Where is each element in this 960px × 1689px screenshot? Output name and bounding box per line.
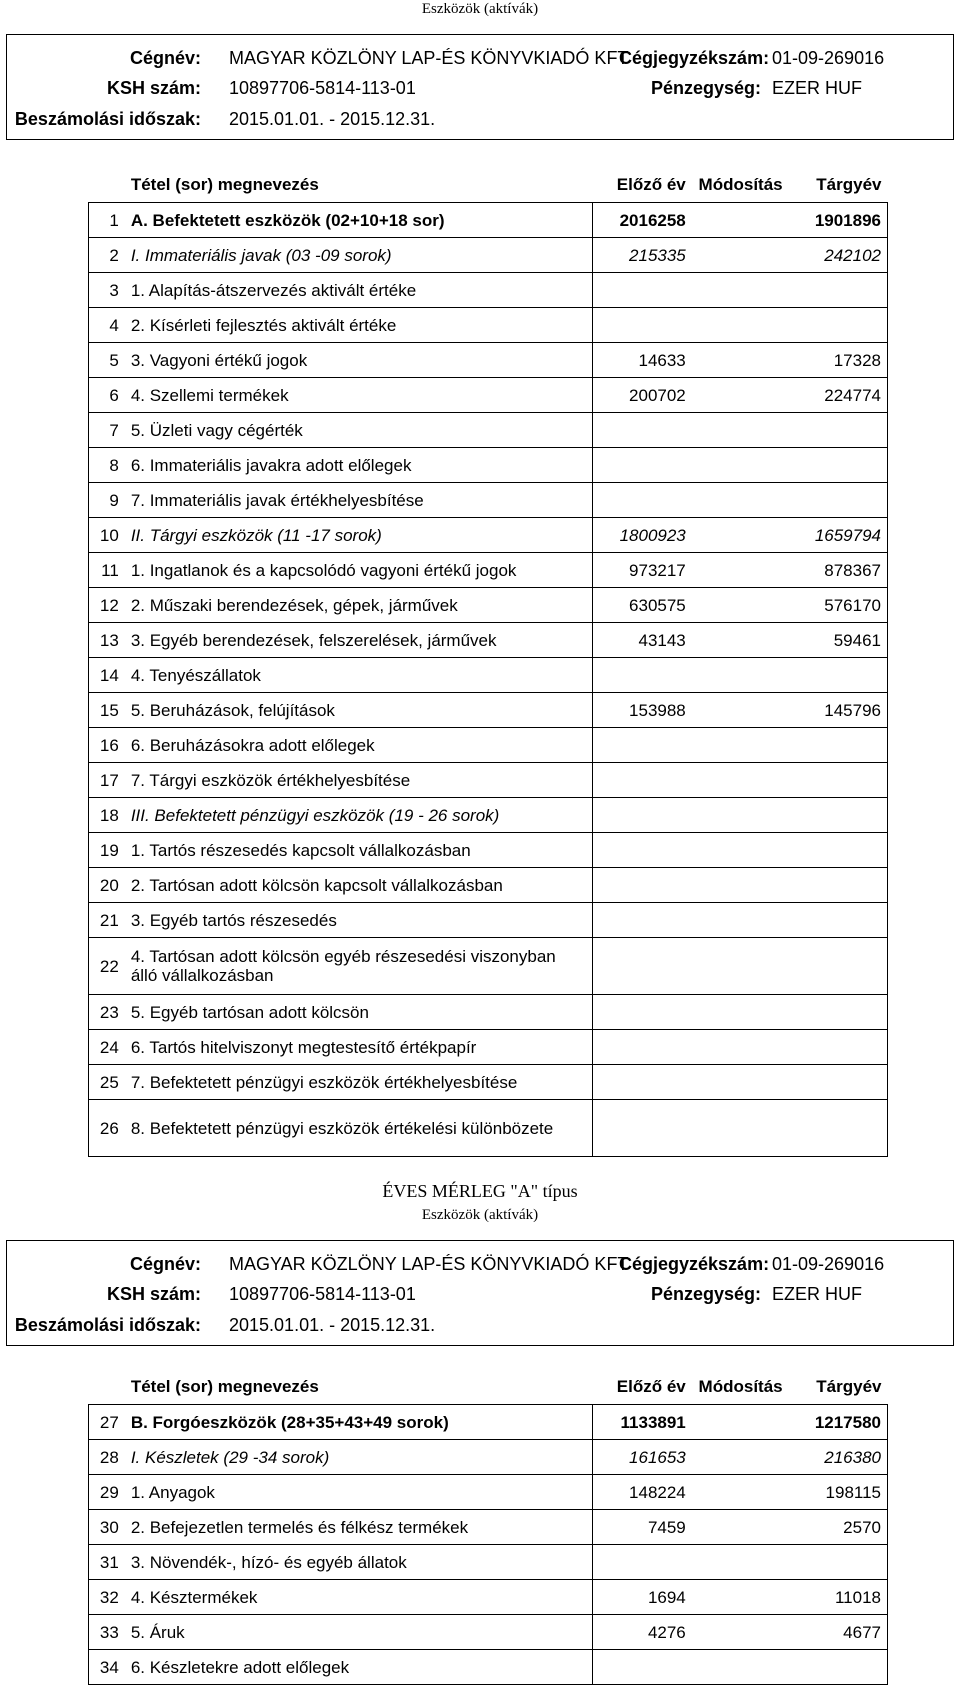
table-row (89, 1650, 888, 1685)
row-prev-year (593, 728, 692, 763)
table-row (89, 553, 888, 588)
table-row (89, 1510, 888, 1545)
row-name: 2. Tartósan adott kölcsön kapcsolt vállalkozásban (125, 868, 593, 903)
row-current-year: 2570 (789, 1510, 888, 1545)
row-name: 4. Késztermékek (125, 1580, 593, 1615)
row-current-year: 1217580 (789, 1405, 888, 1440)
table-row (89, 273, 888, 308)
row-current-year (789, 995, 888, 1030)
row-name: 8. Befektetett pénzügyi eszközök értékelési különbözete (125, 1100, 593, 1157)
currency-value: EZER HUF (772, 1284, 862, 1304)
row-number: 30 (89, 1510, 125, 1545)
row-number: 29 (89, 1475, 125, 1510)
table-row (89, 588, 888, 623)
row-modification (692, 1100, 789, 1157)
ksh-number: 10897706-5814-113-01 (229, 78, 416, 98)
row-modification (692, 308, 789, 343)
page1-header-box (6, 34, 954, 140)
table-header-row (89, 1368, 888, 1405)
row-prev-year: 200702 (593, 378, 692, 413)
row-prev-year (593, 1650, 692, 1685)
row-modification (692, 448, 789, 483)
table-row (89, 833, 888, 868)
row-name: 3. Egyéb berendezések, felszerelések, járművek (125, 623, 593, 658)
row-current-year (789, 413, 888, 448)
row-prev-year: 7459 (593, 1510, 692, 1545)
table-row (89, 483, 888, 518)
row-current-year (789, 658, 888, 693)
table-row (89, 1065, 888, 1100)
row-name: 5. Üzleti vagy cégérték (125, 413, 593, 448)
row-prev-year (593, 833, 692, 868)
row-current-year (789, 1650, 888, 1685)
row-name: 7. Befektetett pénzügyi eszközök értékhelyesbítése (125, 1065, 593, 1100)
table-row (89, 413, 888, 448)
row-prev-year (593, 995, 692, 1030)
row-number: 5 (89, 343, 125, 378)
row-prev-year (593, 273, 692, 308)
row-modification (692, 658, 789, 693)
row-modification (692, 623, 789, 658)
row-name: I. Készletek (29 -34 sorok) (125, 1440, 593, 1475)
row-current-year (789, 903, 888, 938)
row-name: 2. Kísérleti fejlesztés aktivált értéke (125, 308, 593, 343)
row-prev-year (593, 483, 692, 518)
row-name: 5. Áruk (125, 1615, 593, 1650)
row-current-year (789, 308, 888, 343)
col-mod-header: Módosítás (692, 1368, 789, 1405)
company-label: Cégnév: (129, 48, 201, 68)
row-number: 1 (89, 203, 125, 238)
row-prev-year: 215335 (593, 238, 692, 273)
table-row (89, 903, 888, 938)
row-prev-year: 630575 (593, 588, 692, 623)
row-prev-year: 1694 (593, 1580, 692, 1615)
row-number: 8 (89, 448, 125, 483)
row-name: 5. Egyéb tartósan adott kölcsön (125, 995, 593, 1030)
row-number: 15 (89, 693, 125, 728)
row-name: 7. Immateriális javak értékhelyesbítése (125, 483, 593, 518)
row-current-year: 11018 (789, 1580, 888, 1615)
row-prev-year (593, 413, 692, 448)
row-name: 3. Vagyoni értékű jogok (125, 343, 593, 378)
page2-subtitle: Eszközök (aktívák) (421, 1207, 539, 1223)
row-modification (692, 553, 789, 588)
row-modification (692, 1615, 789, 1650)
row-number: 18 (89, 798, 125, 833)
row-current-year (789, 1545, 888, 1580)
row-current-year (789, 1065, 888, 1100)
company-name: MAGYAR KÖZLÖNY LAP-ÉS KÖNYVKIADÓ KFT (229, 48, 629, 68)
row-modification (692, 483, 789, 518)
table-row (89, 1405, 888, 1440)
row-prev-year: 1133891 (593, 1405, 692, 1440)
table-row (89, 203, 888, 238)
row-prev-year: 973217 (593, 553, 692, 588)
row-current-year (789, 728, 888, 763)
row-modification (692, 1545, 789, 1580)
row-prev-year (593, 1065, 692, 1100)
row-number: 6 (89, 378, 125, 413)
row-number: 32 (89, 1580, 125, 1615)
row-modification (692, 203, 789, 238)
page2-title: ÉVES MÉRLEG "A" típus (382, 1181, 578, 1201)
row-number: 26 (89, 1100, 125, 1157)
page1-subtitle: Eszközök (aktívák) (421, 1, 539, 17)
period-label: Beszámolási időszak: (14, 109, 201, 129)
row-number: 3 (89, 273, 125, 308)
ksh-label: KSH szám: (106, 78, 201, 98)
row-number: 25 (89, 1065, 125, 1100)
row-current-year: 224774 (789, 378, 888, 413)
table-row (89, 798, 888, 833)
row-number: 14 (89, 658, 125, 693)
row-name: III. Befektetett pénzügyi eszközök (19 - 26 sorok) (125, 798, 593, 833)
row-number: 28 (89, 1440, 125, 1475)
ksh-label: KSH szám: (106, 1284, 201, 1304)
page2-items-table (88, 1368, 888, 1685)
reg-label: Cégjegyzékszám: (619, 1254, 770, 1274)
row-number: 11 (89, 553, 125, 588)
row-current-year (789, 1100, 888, 1157)
row-prev-year (593, 1100, 692, 1157)
row-number: 13 (89, 623, 125, 658)
row-name: II. Tárgyi eszközök (11 -17 sorok) (125, 518, 593, 553)
col-mod-header: Módosítás (692, 166, 789, 203)
ksh-number: 10897706-5814-113-01 (229, 1284, 416, 1304)
table-row (89, 938, 888, 995)
row-name: 5. Beruházások, felújítások (125, 693, 593, 728)
col-cur-header: Tárgyév (789, 1368, 888, 1405)
row-name: 4. Tartósan adott kölcsön egyéb részesedési viszonyban álló vállalkozásban (125, 938, 593, 995)
currency-label: Pénzegység: (650, 1284, 761, 1304)
row-number: 12 (89, 588, 125, 623)
reg-label: Cégjegyzékszám: (619, 48, 770, 68)
reg-number: 01-09-269016 (772, 1254, 885, 1274)
row-modification (692, 273, 789, 308)
row-current-year: 1901896 (789, 203, 888, 238)
row-number: 23 (89, 995, 125, 1030)
table-row (89, 995, 888, 1030)
row-name: 6. Tartós hitelviszonyt megtestesítő értékpapír (125, 1030, 593, 1065)
row-prev-year (593, 1545, 692, 1580)
row-current-year (789, 938, 888, 995)
row-prev-year (593, 1030, 692, 1065)
row-number: 2 (89, 238, 125, 273)
row-prev-year: 161653 (593, 1440, 692, 1475)
table-row (89, 1100, 888, 1157)
row-number: 10 (89, 518, 125, 553)
row-prev-year: 2016258 (593, 203, 692, 238)
row-modification (692, 378, 789, 413)
table-row (89, 1580, 888, 1615)
company-name: MAGYAR KÖZLÖNY LAP-ÉS KÖNYVKIADÓ KFT (229, 1254, 629, 1274)
row-name: 4. Tenyészállatok (125, 658, 593, 693)
row-current-year (789, 448, 888, 483)
row-modification (692, 868, 789, 903)
row-number: 16 (89, 728, 125, 763)
row-name: A. Befektetett eszközök (02+10+18 sor) (125, 203, 593, 238)
table-row (89, 1615, 888, 1650)
row-prev-year (593, 763, 692, 798)
table-row (89, 448, 888, 483)
row-name: 1. Anyagok (125, 1475, 593, 1510)
row-number: 19 (89, 833, 125, 868)
row-modification (692, 995, 789, 1030)
col-prev-header: Előző év (593, 166, 692, 203)
row-number: 31 (89, 1545, 125, 1580)
row-modification (692, 833, 789, 868)
col-name-header: Tétel (sor) megnevezés (125, 1368, 593, 1405)
row-prev-year: 14633 (593, 343, 692, 378)
row-modification (692, 588, 789, 623)
row-modification (692, 413, 789, 448)
row-current-year: 216380 (789, 1440, 888, 1475)
row-current-year (789, 868, 888, 903)
table-row (89, 728, 888, 763)
row-modification (692, 1650, 789, 1685)
period-label: Beszámolási időszak: (14, 1315, 201, 1335)
row-name: B. Forgóeszközök (28+35+43+49 sorok) (125, 1405, 593, 1440)
row-prev-year (593, 448, 692, 483)
row-current-year: 242102 (789, 238, 888, 273)
table-row (89, 693, 888, 728)
currency-value: EZER HUF (772, 78, 862, 98)
row-current-year: 1659794 (789, 518, 888, 553)
row-modification (692, 1030, 789, 1065)
currency-label: Pénzegység: (650, 78, 761, 98)
row-modification (692, 238, 789, 273)
row-name: I. Immateriális javak (03 -09 sorok) (125, 238, 593, 273)
table-row (89, 1475, 888, 1510)
row-prev-year: 1800923 (593, 518, 692, 553)
row-modification (692, 1440, 789, 1475)
row-current-year: 17328 (789, 343, 888, 378)
row-number: 21 (89, 903, 125, 938)
row-modification (692, 763, 789, 798)
row-name: 1. Alapítás-átszervezés aktivált értéke (125, 273, 593, 308)
row-current-year (789, 273, 888, 308)
row-prev-year (593, 308, 692, 343)
table-row (89, 308, 888, 343)
row-prev-year (593, 658, 692, 693)
row-number: 7 (89, 413, 125, 448)
period-value: 2015.01.01. - 2015.12.31. (229, 109, 436, 129)
row-number: 22 (89, 938, 125, 995)
table-row (89, 658, 888, 693)
row-prev-year (593, 868, 692, 903)
row-prev-year: 43143 (593, 623, 692, 658)
reg-number: 01-09-269016 (772, 48, 885, 68)
row-current-year (789, 1030, 888, 1065)
row-name: 3. Növendék-, hízó- és egyéb állatok (125, 1545, 593, 1580)
row-number: 20 (89, 868, 125, 903)
row-current-year: 59461 (789, 623, 888, 658)
row-number: 34 (89, 1650, 125, 1685)
row-current-year: 576170 (789, 588, 888, 623)
table-row (89, 1440, 888, 1475)
row-number: 24 (89, 1030, 125, 1065)
table-header-row (89, 166, 888, 203)
row-name: 3. Egyéb tartós részesedés (125, 903, 593, 938)
row-number: 33 (89, 1615, 125, 1650)
row-prev-year (593, 938, 692, 995)
row-current-year: 878367 (789, 553, 888, 588)
table-row (89, 343, 888, 378)
row-modification (692, 1475, 789, 1510)
table-row (89, 868, 888, 903)
row-name: 6. Készletekre adott előlegek (125, 1650, 593, 1685)
period-value: 2015.01.01. - 2015.12.31. (229, 1315, 436, 1335)
row-modification (692, 693, 789, 728)
row-number: 17 (89, 763, 125, 798)
row-number: 27 (89, 1405, 125, 1440)
row-current-year (789, 763, 888, 798)
row-current-year (789, 483, 888, 518)
page2-header-box (6, 1240, 954, 1346)
row-name: 2. Befejezetlen termelés és félkész termékek (125, 1510, 593, 1545)
row-prev-year: 153988 (593, 693, 692, 728)
table-row (89, 1545, 888, 1580)
row-current-year: 4677 (789, 1615, 888, 1650)
table-row (89, 238, 888, 273)
table-row (89, 378, 888, 413)
table-row (89, 763, 888, 798)
row-name: 2. Műszaki berendezések, gépek, járművek (125, 588, 593, 623)
row-modification (692, 938, 789, 995)
row-prev-year (593, 903, 692, 938)
row-current-year: 145796 (789, 693, 888, 728)
row-modification (692, 518, 789, 553)
row-modification (692, 1065, 789, 1100)
row-modification (692, 1510, 789, 1545)
row-modification (692, 798, 789, 833)
page1-items-table (88, 166, 888, 1157)
col-name-header: Tétel (sor) megnevezés (125, 166, 593, 203)
company-label: Cégnév: (129, 1254, 201, 1274)
row-current-year (789, 833, 888, 868)
table-row (89, 1030, 888, 1065)
col-prev-header: Előző év (593, 1368, 692, 1405)
row-name: 6. Beruházásokra adott előlegek (125, 728, 593, 763)
row-modification (692, 1580, 789, 1615)
row-modification (692, 343, 789, 378)
row-name: 6. Immateriális javakra adott előlegek (125, 448, 593, 483)
row-number: 9 (89, 483, 125, 518)
row-name: 4. Szellemi termékek (125, 378, 593, 413)
row-prev-year: 4276 (593, 1615, 692, 1650)
row-current-year (789, 798, 888, 833)
row-name: 1. Tartós részesedés kapcsolt vállalkozásban (125, 833, 593, 868)
row-modification (692, 728, 789, 763)
row-number: 4 (89, 308, 125, 343)
row-prev-year: 148224 (593, 1475, 692, 1510)
table-row (89, 623, 888, 658)
row-current-year: 198115 (789, 1475, 888, 1510)
col-cur-header: Tárgyév (789, 166, 888, 203)
row-modification (692, 1405, 789, 1440)
row-name: 7. Tárgyi eszközök értékhelyesbítése (125, 763, 593, 798)
row-name: 1. Ingatlanok és a kapcsolódó vagyoni értékű jogok (125, 553, 593, 588)
row-modification (692, 903, 789, 938)
table-row (89, 518, 888, 553)
row-prev-year (593, 798, 692, 833)
